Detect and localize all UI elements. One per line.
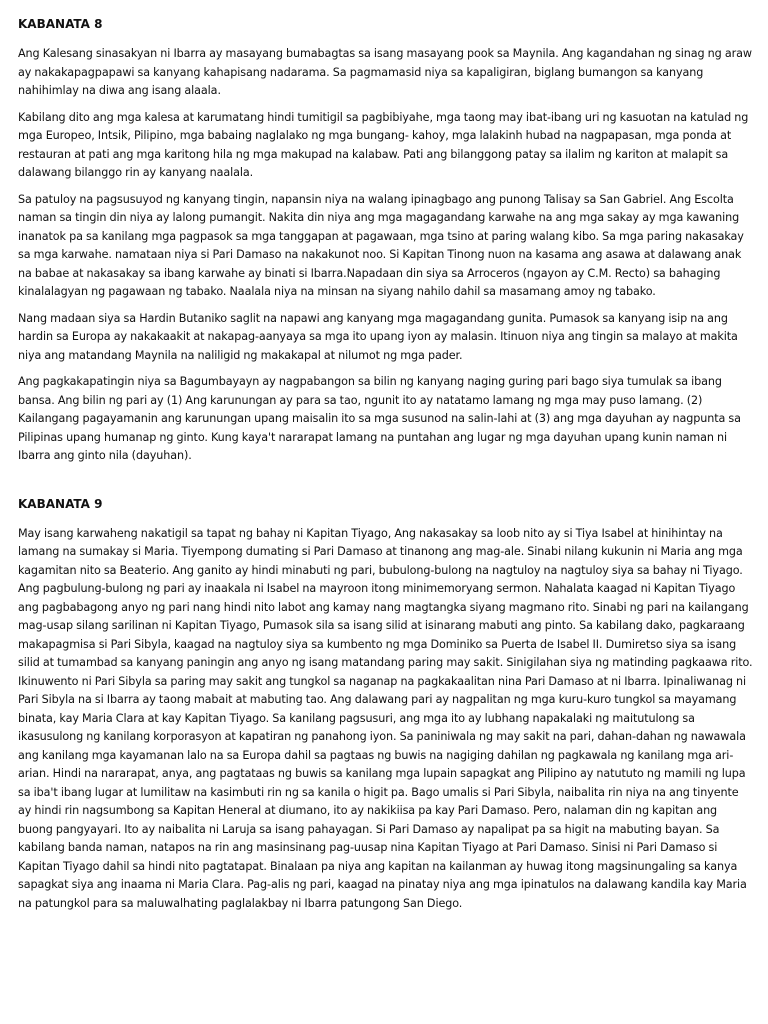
chapter-title: KABANATA 8 [18,17,103,31]
paragraph: Ang Kalesang sinasakyan ni Ibarra ay masayang bumabagtas sa isang masayang pook sa Maynila. Ang kagandahan ng sinag ng araw ay nakakapagpapawi sa kanyang kahapisang nadarama. Sa pagmamasid niya sa kapaligiran, biglang bumangon sa kanyang nahihimlay na diwa ang isang alaala. [18,47,752,97]
chapter-title: KABANATA 9 [18,496,103,511]
chapter-8 [18,16,754,466]
paragraph: Kabilang dito ang mga kalesa at karumatang hindi tumitigil sa pagbibiyahe, mga taong may ibat-ibang uri ng kasuotan na katulad ng mga Europeo, Intsik, Pilipino, mga babaing naglalako ng mga bungang- kahoy, mga lalakinh hubad na nagpapasan, mga ponda at restauran at pati ang mga karitong hila ng mga makupad na kalabaw. Pati ang bilanggong patay sa ilalim ng kariton at malapit sa dalawang bilanggo rin ay kanyang naalala. [18,110,749,179]
paragraph: Ang pagkakapatingin niya sa Bagumbayayn ay nagpabangon sa bilin ng kanyang naging guring pari bago siya tumulak sa ibang bansa. Ang bilin ng pari ay (1) Ang karunungan ay para sa tao, ngunit ito ay natatamo lamang ng mga may puso lamang. (2) Kailangang pagayamanin ang karunungan upang maisalin ito sa mga susunod na salin-lahi at (3) ang mga dayuhan ay nagpunta sa Pilipinas upang humanap ng ginto. Kung kaya't nararapat lamang na puntahan ang lugar ng mga dayuhan upang kunin naman ni Ibarra ang ginto nila (dayuhan). [18,375,741,462]
paragraph: May isang karwaheng nakatigil sa tapat ng bahay ni Kapitan Tiyago, Ang nakasakay sa loob nito ay si Tiya Isabel at hinihintay na lamang na sumakay si Maria. Tiyempong dumating si Pari Damaso at tinanong ang mag-ale. Sinabi nilang kukunin ni Maria ang mga kagamitan nito sa Beaterio. Ang ganito ay hindi minabuti ng pari, bubulong-bulong na nagtuloy na nagtuloy siya sa bahay ni Tiyago. Ang pagbulung-bulong ng pari ay inaakala ni Isabel na mayroon itong minimemoryang sermon. Nahalata kaagad ni Kapitan Tiyago ang pagbabagong anyo ng pari nang hindi nito labot ang kamay nang magtangka siyang magmano rito. Sinabi ng pari na kailangang mag-usap silang sarilinan ni Kapitan Tiyago, Pumasok sila sa isang silid at isinarang mabuti ang pinto. Sa kabilang dako, pagkaraang makapagmisa si Pari Sibyla, kaagad na nagtuloy siya sa kumbento ng mga Dominiko sa Puerta de Isabel II. Dumiretso siya sa isang silid at tumambad sa kanyang paningin ang anyo ng isang matandang paring may sakit. Sinigilahan siya ng matinding pagkaawa rito. Ikinuwento ni Pari Sibyla sa paring may sakit ang tungkol sa naganap na pagkakaalitan nina Pari Damaso at ni Ibarra. Ipinaliwanag ni Pari Sibyla na si Ibarra ay taong mabait at mabuting tao. Ang dalawang pari ay nagpalitan ng mga kuru-kuro tungkol sa mayamang binata, kay Maria Clara at kay Kapitan Tiyago. Sa kanilang pagsusuri, ang mga ito ay lubhang napakalaki ng maitutulong sa ikasusulong ng kanilang korporasyon at kapatiran ng panahong iyon. Sa paniniwala ng may sakit na pari, dahan-dahan ng nawawala ang kanilang mga kayamanan lalo na sa Europa dahil sa pagtaas ng buwis na nagiging dahilan ng pagkawala ng kanilang mga ari-arian. Hindi na nararapat, anya, ang pagtataas ng buwis sa kanilang mga lupain sapagkat ang Pilipino ay natututo ng mamili ng lupa sa iba't ibang lugar at lumilitaw na kasimbuti rin ng sa kanila o higit pa. Bago umalis si Pari Sibyla, naibalita rin niya na ang tinyente ay hindi rin nagsumbong sa Kapitan Heneral at diumano, ito ay nakikiisa pa kay Pari Damaso. Pero, nalaman din ng kapitan ang buong pangyayari. Ito ay naibalita ni Laruja sa isang pahayagan. Si Pari Damaso ay napalipat pa sa higit na mabuting bayan. Sa kabilang banda naman, natapos na rin ang masinsinang pag-uusap nina Kapitan Tiyago at Pari Damaso. Sinisi ni Pari Damaso si Kapitan Tiyago dahil sa hindi nito pagtatapat. Binalaan pa niya ang kapitan na kailanman ay huwag itong magsinungaling sa kanya sapagkat siya ang inaama ni Maria Clara. Pag-alis ng pari, kaagad na pinatay niya ang mga ipinatulos na dalawang kandila kay Maria na patungkol para sa maluwalhating paglalakbay ni Ibarra patungong San Diego. [18,526,753,910]
paragraph: Nang madaan siya sa Hardin Butaniko saglit na napawi ang kanyang mga magagandang gunita. Pumasok sa kanyang isip na ang hardin sa Europa ay nakakaakit at nakapag-aanyaya sa mga ito upang iyon ay malasin. Itinuon niya ang tingin sa malayo at makita niya ang matandang Maynila na naliligid ng makakapal at nilumot ng mga pader. [18,311,738,362]
paragraph: Sa patuloy na pagsusuyod ng kanyang tingin, napansin niya na walang ipinagbago ang punong Talisay sa San Gabriel. Ang Escolta naman sa tingin din niya ay lalong pumangit. Nakita din niya ang mga magagandang karwahe na ang mga sakay ay mga kawaning inanatok pa sa kanilang mga pagpasok sa mga tanggapan at pagawaan, mga tsino at paring walang kibo. Sa mga paring nakasakay sa mga karwahe. namataan niya si Pari Damaso na nakakunot noo. Si Kapitan Tinong nuon na kasama ang asawa at dalawang anak na babae at nakasakay sa ibang karwahe ay binati si Ibarra.Napadaan din siya sa Arroceros (ngayon ay C.M. Recto) sa bahaging kinalalagyan ng pagawaan ng tabako. Naalala niya na minsan na siyang nahilo dahil sa masamang amoy ng tabako. [18,192,744,298]
chapter-9 [18,496,754,914]
document-page [18,16,754,921]
